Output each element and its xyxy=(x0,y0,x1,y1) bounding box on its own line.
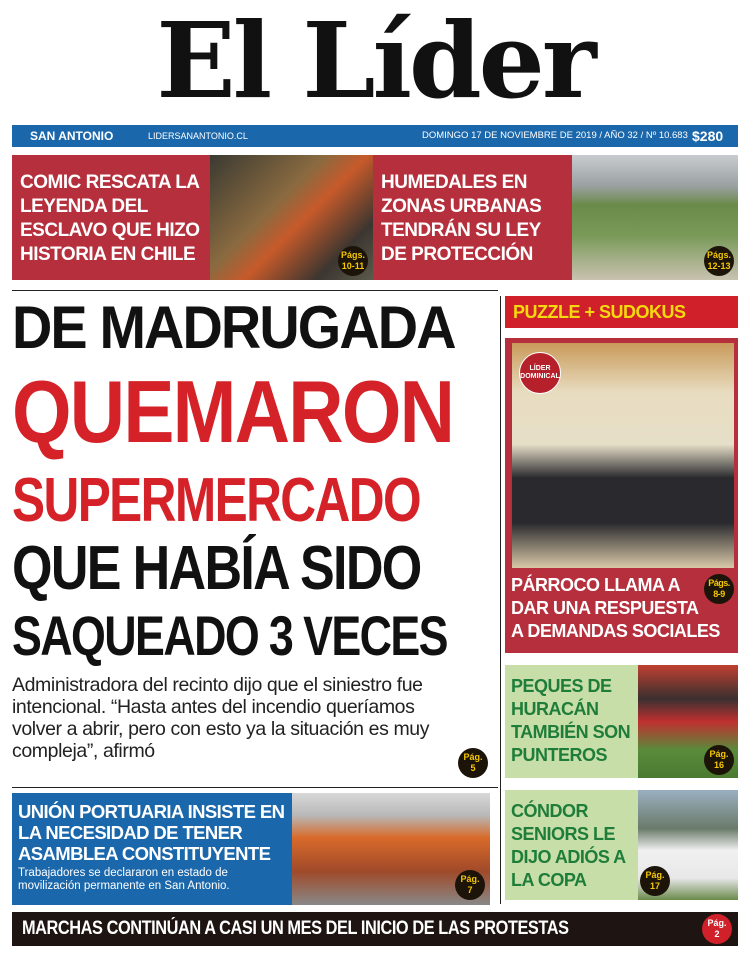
union-portuaria-story[interactable] xyxy=(12,793,292,905)
divider xyxy=(12,290,498,291)
date-issue: DOMINGO 17 DE NOVIEMBRE DE 2019 / AÑO 32 / Nº 10.683 xyxy=(422,130,688,141)
page-badge: Pág. 7 xyxy=(455,870,485,900)
lider-dominical-badge: LÍDER DOMINICAL xyxy=(519,352,561,394)
headline-line-2: QUEMARON xyxy=(12,362,454,461)
story-deck: Administradora del recinto dijo que el siniestro fue intencional. “Hasta antes del incendio queríamos volver a abrir, pero con esto ya la situación es muy compleja”, afirmó xyxy=(12,674,430,762)
story-headline: MARCHAS CONTINÚAN A CASI UN MES DEL INICIO DE LAS PROTESTAS xyxy=(22,918,569,939)
headline-line-3: SUPERMERCADO xyxy=(12,466,420,535)
page-badge: Pág. 5 xyxy=(458,748,488,778)
story-summary: Trabajadores se declararon en estado de movilización permanente en San Antonio. xyxy=(18,867,230,892)
headline-line-5: SAQUEADO 3 VECES xyxy=(12,604,447,667)
info-bar xyxy=(12,125,738,147)
page-badge: Pág. 16 xyxy=(704,745,734,775)
teaser-headline: COMIC RESCATA LA LEYENDA DEL ESCLAVO QUE HIZO HISTORIA EN CHILE xyxy=(20,172,200,265)
price: $280 xyxy=(692,128,724,144)
page-badge: Págs. 10-11 xyxy=(338,246,368,276)
peques-story[interactable] xyxy=(505,665,638,778)
divider xyxy=(12,787,498,788)
story-headline: PÁRROCO LLAMA A DAR UNA RESPUESTA A DEMANDAS SOCIALES xyxy=(511,575,720,641)
city: SAN ANTONIO xyxy=(30,129,114,143)
condor-story[interactable] xyxy=(505,790,638,900)
puzzle-sudokus-banner[interactable]: PUZZLE + SUDOKUS xyxy=(505,296,738,328)
headline-line-4: QUE HABÍA SIDO xyxy=(12,534,421,603)
teaser-humedales[interactable] xyxy=(373,155,572,280)
bottom-story-bar[interactable] xyxy=(12,912,738,946)
parroco-story[interactable] xyxy=(505,338,738,653)
story-headline: CÓNDOR SENIORS LE DIJO ADIÓS A LA COPA xyxy=(511,801,626,890)
teaser-headline: HUMEDALES EN ZONAS URBANAS TENDRÁN SU LEY DE PROTECCIÓN xyxy=(381,172,542,265)
headline-line-1: DE MADRUGADA xyxy=(12,294,455,361)
website-link[interactable]: LIDERSANANTONIO.CL xyxy=(148,131,248,141)
masthead-logo: El Líder xyxy=(156,0,594,122)
page-badge: Págs. 12-13 xyxy=(704,246,734,276)
story-headline: UNIÓN PORTUARIA INSISTE EN LA NECESIDAD DE TENER ASAMBLEA CONSTITUYENTE xyxy=(18,801,285,864)
parroco-headline-block xyxy=(511,574,736,643)
page-badge: Pág. 17 xyxy=(640,866,670,896)
column-divider xyxy=(500,296,501,904)
page-badge: Págs. 8-9 xyxy=(704,574,734,604)
story-headline: PEQUES DE HURACÁN TAMBIÉN SON PUNTEROS xyxy=(511,676,631,765)
page-badge: Pág. 2 xyxy=(702,914,732,944)
teaser-comic[interactable] xyxy=(12,155,210,280)
